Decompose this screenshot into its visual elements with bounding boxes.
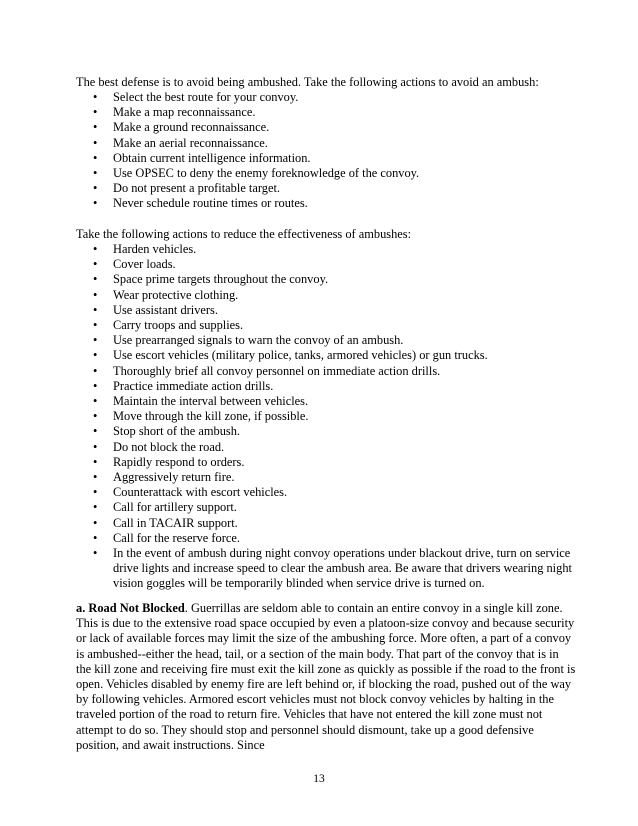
bullet-icon: • <box>93 287 98 302</box>
bullet-icon: • <box>93 500 98 515</box>
avoid-ambush-list <box>76 90 576 212</box>
list-item <box>76 394 576 409</box>
bullet-icon: • <box>93 378 98 393</box>
bullet-icon: • <box>93 90 98 104</box>
list-item-text: Counterattack with escort vehicles. <box>113 485 288 500</box>
list-item <box>76 151 576 166</box>
list-item <box>76 379 576 394</box>
page-number: 13 <box>313 773 325 785</box>
list-item <box>76 181 576 196</box>
bullet-icon: • <box>93 105 98 120</box>
bullet-icon: • <box>93 242 98 256</box>
bullet-icon: • <box>93 166 98 181</box>
list-item <box>76 120 576 135</box>
reduce-effectiveness-list <box>76 242 576 592</box>
list-item-text: Use OPSEC to deny the enemy foreknowledge of the convoy. <box>113 166 420 181</box>
list-item <box>76 288 576 303</box>
list-item-text: In the event of ambush during night convoy operations under blackout drive, turn on service drive lights and increase speed to clear the ambush area. Be aware that drivers wearing night vision goggles will be temporarily blinded when service drive is turned on. <box>113 546 572 591</box>
list-item-text: Obtain current intelligence information. <box>113 150 311 165</box>
bullet-icon: • <box>93 120 98 135</box>
list-item-text: Aggressively return fire. <box>113 470 235 485</box>
bullet-icon: • <box>93 470 98 485</box>
list-item-text: Use escort vehicles (military police, tanks, armored vehicles) or gun trucks. <box>113 348 488 363</box>
list-item-text: Call in TACAIR support. <box>113 515 238 530</box>
bullet-icon: • <box>93 439 98 454</box>
list-item-text: Make a map reconnaissance. <box>113 105 256 120</box>
list-item-text: Move through the kill zone, if possible. <box>113 409 309 424</box>
bullet-icon: • <box>93 348 98 363</box>
bullet-icon: • <box>93 530 98 545</box>
list-item-text: Stop short of the ambush. <box>113 424 240 439</box>
bullet-icon: • <box>93 181 98 196</box>
list-item <box>76 409 576 424</box>
list-item <box>76 257 576 272</box>
list-item <box>76 455 576 470</box>
list-item <box>76 272 576 287</box>
list-item-text: Thoroughly brief all convoy personnel on immediate action drills. <box>113 363 441 378</box>
list-item <box>76 440 576 455</box>
list-item <box>76 424 576 439</box>
list-item-text: Use assistant drivers. <box>113 302 218 317</box>
bullet-icon: • <box>93 363 98 378</box>
bullet-icon: • <box>93 394 98 409</box>
list-item <box>76 318 576 333</box>
list-item <box>76 516 576 531</box>
list-item-text: Rapidly respond to orders. <box>113 454 245 469</box>
intro-paragraph-reduce: Take the following actions to reduce the effectiveness of ambushes: <box>76 227 412 241</box>
bullet-icon: • <box>93 135 98 150</box>
list-item <box>76 470 576 485</box>
list-item-text: Make a ground reconnaissance. <box>113 120 270 135</box>
intro-paragraph-avoid: The best defense is to avoid being ambushed. Take the following actions to avoid an ambush: <box>76 75 539 89</box>
list-item-text: Do not present a profitable target. <box>113 181 280 196</box>
list-item-text: Call for artillery support. <box>113 500 237 515</box>
bullet-icon: • <box>93 485 98 500</box>
bullet-icon: • <box>93 454 98 469</box>
list-item-text: Maintain the interval between vehicles. <box>113 394 309 409</box>
list-item <box>76 196 576 211</box>
list-item-text: Harden vehicles. <box>113 242 197 256</box>
bullet-icon: • <box>93 318 98 333</box>
bullet-icon: • <box>93 150 98 165</box>
bullet-icon: • <box>93 515 98 530</box>
section-road-not-blocked <box>76 601 576 753</box>
list-item <box>76 242 576 257</box>
list-item-text: Space prime targets throughout the convoy. <box>113 272 329 287</box>
list-item <box>76 485 576 500</box>
list-item-text: Wear protective clothing. <box>113 287 239 302</box>
list-item-text: Make an aerial reconnaissance. <box>113 135 268 150</box>
bullet-icon: • <box>93 546 98 561</box>
bullet-icon: • <box>93 333 98 348</box>
list-item <box>76 105 576 120</box>
bullet-icon: • <box>93 272 98 287</box>
bullet-icon: • <box>93 409 98 424</box>
section-body: . Guerrillas are seldom able to contain an entire convoy in a single kill zone. This is due to the extensive road space occupied by even a platoon-size convoy and because security or lack of available forces may limit the size of the ambushing force. More often, a part of a convoy is ambushed--either the head, tail, or a section of the main body. That part of the convoy that is in the kill zone and receiving fire must exit the kill zone as quickly as possible if the road to the front is open. Vehicles disabled by enemy fire are left behind or, if blocking the road, pushed out of the way by following vehicles. Armored escort vehicles must not block convoy vehicles by halting in the traveled portion of the road to return fire. Vehicles that have not entered the kill zone must not attempt to do so. They should stop and personnel should dismount, take up a good defensive position, and await instructions. Since <box>76 601 576 752</box>
list-item-text: Never schedule routine times or routes. <box>113 196 308 211</box>
list-item <box>76 333 576 348</box>
list-item <box>76 166 576 181</box>
list-item-text: Call for the reserve force. <box>113 530 240 545</box>
list-item-text: Select the best route for your convoy. <box>113 90 299 104</box>
bullet-icon: • <box>93 257 98 272</box>
list-item <box>76 136 576 151</box>
bullet-icon: • <box>93 302 98 317</box>
list-item <box>76 546 576 592</box>
list-item-text: Use prearranged signals to warn the convoy of an ambush. <box>113 333 404 348</box>
bullet-icon: • <box>93 424 98 439</box>
section-heading: a. Road Not Blocked <box>76 601 185 615</box>
list-item-text: Cover loads. <box>113 257 176 272</box>
list-item-text: Practice immediate action drills. <box>113 378 274 393</box>
list-item <box>76 303 576 318</box>
list-item <box>76 348 576 363</box>
list-item <box>76 531 576 546</box>
list-item <box>76 90 576 105</box>
list-item <box>76 500 576 515</box>
bullet-icon: • <box>93 196 98 211</box>
list-item-text: Carry troops and supplies. <box>113 318 244 333</box>
list-item <box>76 364 576 379</box>
list-item-text: Do not block the road. <box>113 439 225 454</box>
